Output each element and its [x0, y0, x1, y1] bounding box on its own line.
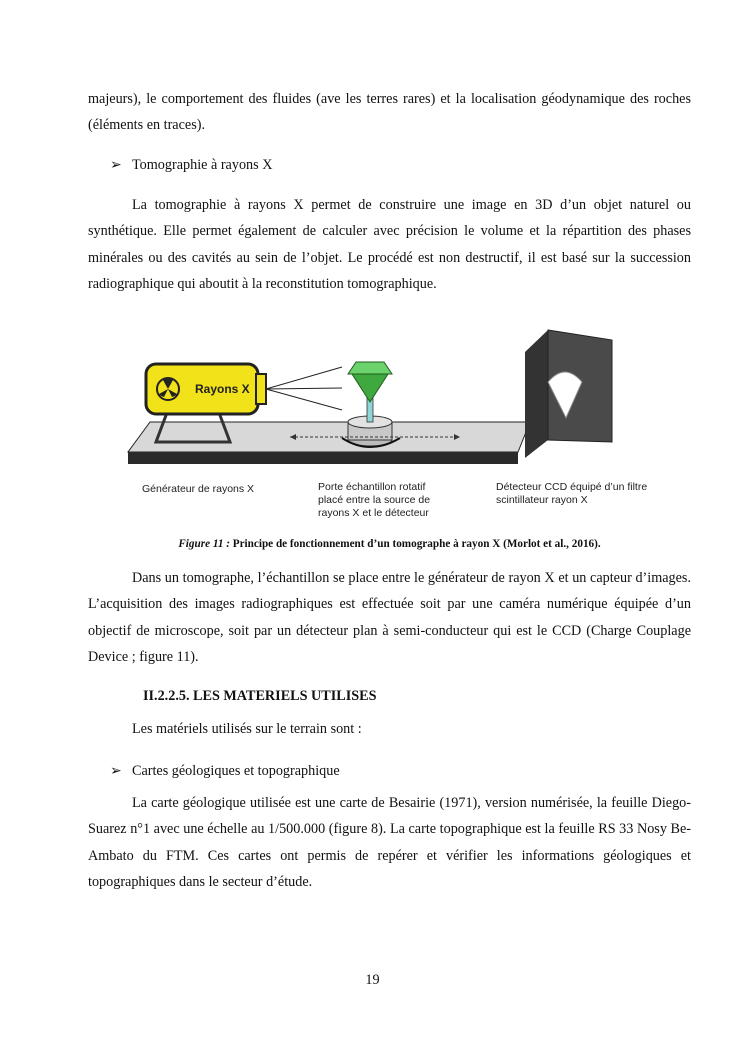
bullet-tomographie — [110, 155, 272, 175]
bullet-text: Tomographie à rayons X — [132, 157, 273, 173]
section-heading: II.2.2.5. LES MATERIELS UTILISES — [143, 688, 377, 704]
tomograph-figure — [120, 322, 660, 527]
ray-line — [266, 367, 342, 389]
arrow-bullet-icon: ➢ — [110, 763, 122, 779]
arrow-bullet-icon: ➢ — [110, 157, 122, 173]
paragraph-tomographe: Dans un tomographe, l’échantillon se place entre le générateur de rayon X et un capteur d’images. L’acquisition des images radiographiques est effectuée soit par une caméra numérique équipée d’un objectif de microscope, soit par un détecteur plan à semi-conducteur qui est le CCD (Charge Couplage Device ; figure 11). — [88, 570, 691, 665]
bullet-cartes — [110, 761, 340, 781]
generator-label: Rayons X — [195, 382, 250, 396]
label-detector-line: scintillateur rayon X — [496, 494, 588, 506]
detector-side — [525, 330, 548, 458]
figure-caption — [88, 538, 691, 550]
platform-front — [128, 452, 518, 464]
label-holder-line: placé entre la source de — [318, 494, 431, 506]
generator-nozzle — [256, 374, 266, 404]
caption-text: Principe de fonctionnement d’un tomographe à rayon X (Morlot et al., 2016). — [229, 538, 601, 550]
label-holder-line: rayons X et le détecteur — [318, 507, 429, 519]
label-holder-line: Porte échantillon rotatif — [318, 481, 426, 493]
crystal-sample — [352, 374, 388, 402]
ray-line — [266, 389, 342, 410]
caption-prefix: Figure 11 : — [178, 538, 230, 550]
ray-line — [266, 388, 342, 389]
platform-top — [128, 422, 530, 452]
label-detector-line: Détecteur CCD équipé d’un filtre — [496, 481, 648, 493]
materials-intro: Les matériels utilisés sur le terrain sont : — [132, 721, 362, 737]
paragraph-continuation: majeurs), le comportement des fluides (ave les terres rares) et la localisation géodynamique des roches (éléments en traces). — [88, 91, 691, 134]
label-generator: Générateur de rayons X — [142, 483, 255, 495]
bullet-text: Cartes géologiques et topographique — [132, 763, 340, 779]
page-number: 19 — [365, 972, 380, 988]
paragraph-tomographie: La tomographie à rayons X permet de construire une image en 3D d’un objet naturel ou synthétique. Elle permet également de calculer avec précision le volume et la répartition des phases minérales ou des cavités au sein de l’objet. Le procédé est non destructif, il est basé sur la succession radiographique qui aboutit à la reconstitution tomographique. — [88, 197, 691, 292]
paragraph-cartes: La carte géologique utilisée est une carte de Besairie (1971), version numérisée, la feuille Diego-Suarez n°1 avec une échelle au 1/500.000 (figure 8). La carte topographique est la feuille RS 33 Nosy Be-Ambato du FTM. Ces cartes ont permis de repérer et vérifier les informations géologiques et topographiques dans le secteur d’étude. — [88, 795, 691, 890]
